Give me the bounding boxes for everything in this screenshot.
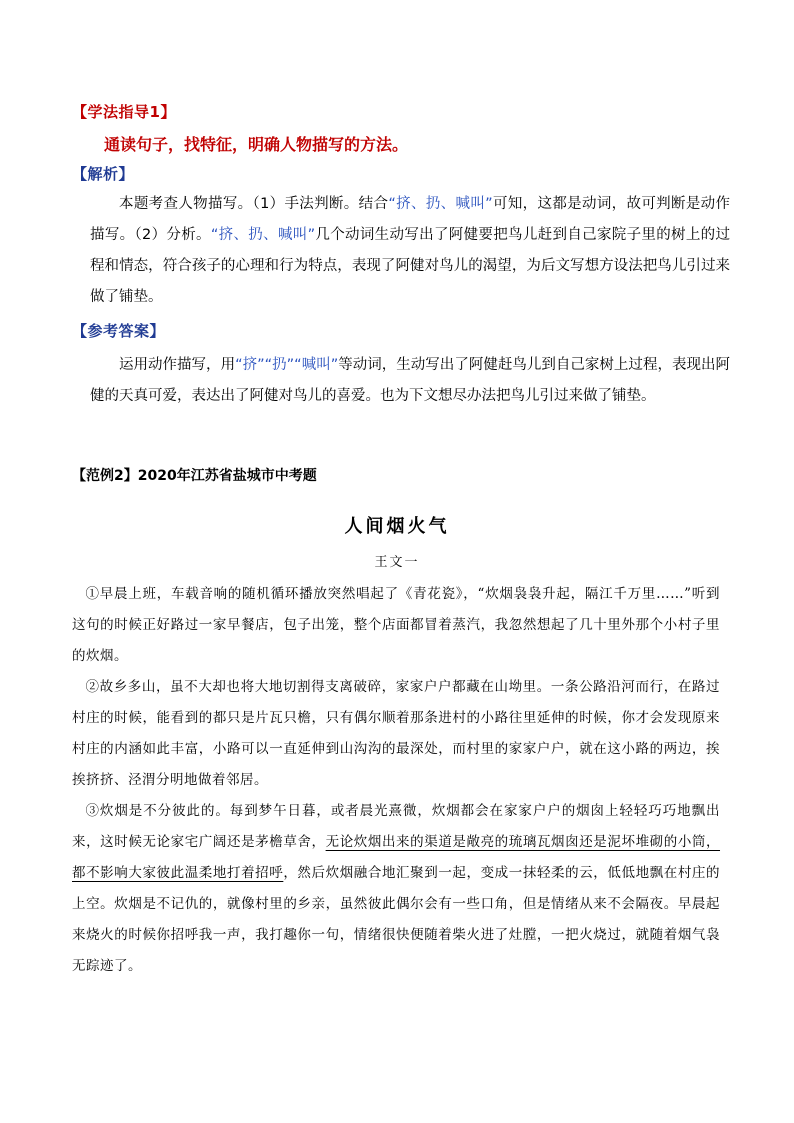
answer-paragraph: 运用动作描写，用“挤”“扔”“喊叫”等动词，生动写出了阿健赶鸟儿到自己家树上过程，表现出阿健的天真可爱，表达出了阿健对鸟儿的喜爱。也为下文想尽办法把鸟儿引过来做了铺垫。	[90, 357, 730, 404]
analysis-label: 【解析】	[72, 165, 135, 183]
essay-paragraph-3: ③炊烟是不分彼此的。每到梦午日暮，或者晨光熹微，炊烟都会在家家户户的烟囱上轻轻巧巧地飘出来，这时候无论家宅广阔还是茅檐草舍，无论炊烟出来的渠道是敞亮的琉璃瓦烟囱还是泥坏堆砌的小筒，都不影响大家彼此温柔地打着招呼，然后炊烟融合地汇聚到一起，变成一抹轻柔的云，低低地飘在村庄的上空。炊烟是不记仇的，就像村里的乡亲，虽然彼此偶尔会有一些口角，但是情绪从来不会隔夜。早晨起来烧火的时候你招呼我一声，我打趣你一句，情绪很快便随着柴火进了灶膛，一把火烧过，就随着烟气袅无踪迹了。	[72, 803, 721, 974]
guide-text: 通读句子，找特征，明确人物描写的方法。	[104, 135, 409, 154]
essay-paragraph-1: ①早晨上班，车载音响的随机循环播放突然唱起了《青花瓷》，“炊烟袅袅升起，隔江千万里……”听到这句的时候正好路过一家早餐店，包子出笼，整个店面都冒着蒸汽，我忽然想起了几十里外那个小村子里的炊烟。	[72, 586, 720, 664]
answer-label: 【参考答案】	[72, 322, 166, 340]
verb-reng: “扔”	[264, 357, 295, 373]
example-header: 【范例2】2020年江苏省盐城市中考题	[72, 468, 317, 484]
guide-label: 【学法指导1】	[72, 103, 176, 121]
verb-ji: “挤”	[235, 357, 265, 373]
essay-title: 人间烟火气	[344, 516, 450, 537]
quoted-verbs-2: “挤、扔、喊叫”	[210, 227, 316, 243]
essay-author: 王文一	[374, 555, 420, 570]
essay-paragraph-2: ②故乡多山，虽不大却也将大地切割得支离破碎，家家户户都藏在山坳里。一条公路沿河而行，在路过村庄的时候，能看到的都只是片瓦只檐，只有偶尔顺着那条进村的小路往里延伸的时候，你才会发现原来村庄的内涵如此丰富，小路可以一直延伸到山沟沟的最深处，而村里的家家户户，就在这小路的两边，挨挨挤挤、泾渭分明地做着邻居。	[72, 679, 720, 788]
underlined-sentence: 无论炊烟出来的渠道是敞亮的琉璃瓦烟囱还是泥坏堆砌的小筒，都不影响大家彼此温柔地打着招呼	[72, 834, 721, 881]
analysis-paragraph: 本题考查人物描写。（1）手法判断。结合“挤、扔、喊叫”可知，这都是动词，故可判断是动作描写。（2）分析。“挤、扔、喊叫”几个动词生动写出了阿健要把鸟儿赶到自己家院子里的树上的过程和情态，符合孩子的心理和行为特点，表现了阿健对鸟儿的渴望，为后文写想方设法把鸟儿引过来做了铺垫。	[90, 196, 730, 305]
verb-hanjiao: “喊叫”	[294, 357, 339, 373]
quoted-verbs-1: “挤、扔、喊叫”	[388, 196, 493, 212]
